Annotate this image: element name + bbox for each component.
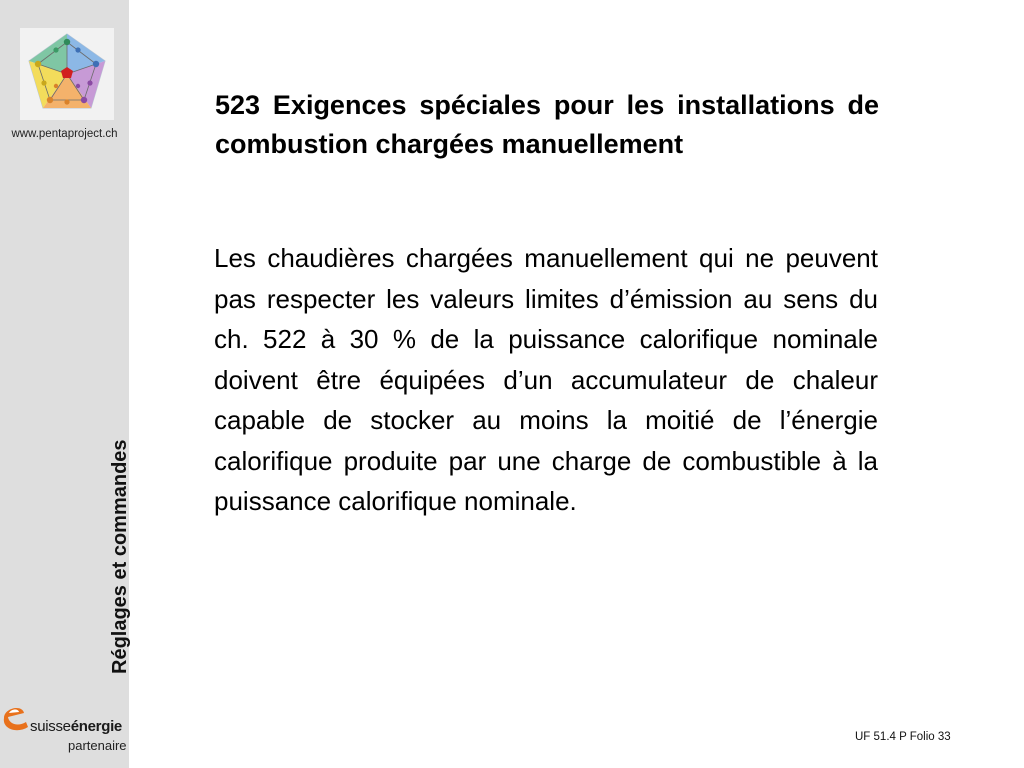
- suisseenergie-e-icon: [0, 700, 30, 734]
- section-label: Réglages et commandes: [109, 439, 131, 674]
- website-url: www.pentaproject.ch: [11, 128, 118, 140]
- sidebar: [0, 0, 129, 768]
- slide-title: 523 Exigences spéciales pour les installations de combustion chargées manuellement: [215, 90, 879, 159]
- pentaproject-logo-icon: [20, 28, 114, 120]
- partner-name-bold: énergie: [70, 718, 122, 735]
- partner-name-prefix: suisse: [30, 718, 71, 735]
- partner-subtitle: partenaire: [68, 738, 127, 753]
- partner-logo: [0, 700, 140, 760]
- partner-name: [30, 718, 122, 735]
- folio-number: UF 51.4 P Folio 33: [855, 731, 951, 743]
- slide-body-text: Les chaudières chargées manuellement qui ne peuvent pas respecter les valeurs limites d’émission au sens du ch. 522 à 30 % de la puissance calorifique nominale doivent être équipées d’un accumulateur de chaleur capable de stocker au moins la moitié de l’énergie calorifique produite par une charge de combustible à la puissance calorifique nominale.: [214, 243, 878, 516]
